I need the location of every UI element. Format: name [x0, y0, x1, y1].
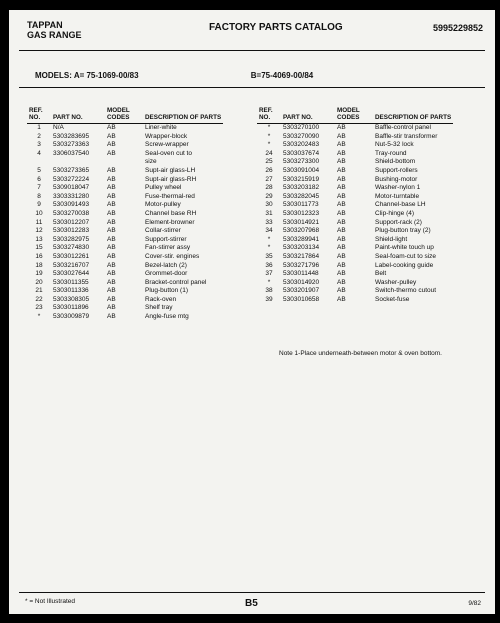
part-number: 5303011355 — [53, 278, 89, 286]
ref-number: 16 — [35, 252, 43, 260]
part-description: Socket-fuse — [375, 295, 410, 303]
table-row — [27, 150, 223, 159]
col-description-header: DESCRIPTION OF PARTS — [373, 107, 453, 124]
model-code: AB — [107, 235, 116, 243]
part-description: Plug-button tray (2) — [375, 227, 431, 235]
ref-number: 13 — [35, 235, 43, 243]
part-number: 5303270100 — [283, 124, 320, 131]
model-code: AB — [337, 244, 346, 252]
part-number: 5303010658 — [283, 295, 320, 303]
part-description: Tray-round — [375, 149, 407, 157]
part-description: Motor-turntable — [375, 192, 420, 200]
ref-number: * — [267, 124, 271, 131]
part-number: 5303273363 — [53, 141, 90, 149]
part-number: 5303014920 — [283, 278, 320, 286]
model-code: AB — [107, 192, 116, 200]
model-code: AB — [107, 304, 116, 312]
ref-number: 8 — [37, 192, 41, 200]
part-number: 5303011336 — [53, 287, 89, 295]
part-description: Shield-bottom — [375, 158, 416, 166]
header-divider — [19, 50, 485, 51]
part-description: Bushing-motor — [375, 175, 418, 183]
model-code: AB — [107, 244, 116, 252]
table-row — [27, 176, 223, 185]
part-number: 5303270090 — [283, 132, 320, 140]
table-row — [27, 124, 223, 133]
ref-number: 11 — [35, 218, 43, 226]
part-number: 5303215919 — [283, 175, 320, 183]
part-description: Switch-thermo cutout — [375, 287, 437, 295]
table-row — [257, 262, 453, 271]
model-code: AB — [107, 149, 116, 157]
model-b: B=75-4069-00/84 — [250, 71, 314, 80]
ref-number: * — [267, 132, 271, 140]
part-number — [51, 158, 105, 167]
part-description: Baffle-stir transformer — [375, 132, 438, 140]
table-row — [257, 201, 453, 210]
part-number: 5303207968 — [283, 227, 320, 235]
part-number: 5303272224 — [53, 175, 90, 183]
models-divider — [19, 87, 485, 88]
table-row — [27, 210, 223, 219]
ref-number: 33 — [265, 218, 273, 226]
ref-number: 24 — [265, 149, 273, 157]
part-number: 5303012207 — [53, 218, 90, 226]
model-code: AB — [337, 252, 346, 260]
part-number: 5303282045 — [283, 192, 320, 200]
part-description: Nut-5-32 lock — [375, 141, 414, 149]
part-description: Fan-stirrer assy — [145, 244, 191, 252]
brand-name: TAPPAN — [27, 20, 63, 30]
ref-number: 29 — [265, 192, 273, 200]
table-row — [257, 279, 453, 288]
part-number: 5303308305 — [53, 295, 90, 303]
model-code: AB — [337, 287, 346, 295]
parts-table-right — [257, 107, 453, 304]
model-code: AB — [337, 227, 346, 235]
part-number: 5303037674 — [283, 149, 320, 157]
table-row — [27, 133, 223, 142]
catalog-page — [9, 10, 495, 614]
part-number: 5303011773 — [283, 201, 319, 209]
table-row — [27, 253, 223, 262]
ref-number: 28 — [265, 184, 273, 192]
page-number: B5 — [245, 598, 258, 609]
installation-note: Note 1-Place underneath-between motor & oven bottom. — [279, 350, 442, 357]
table-row — [27, 313, 223, 322]
part-description: Rack-oven — [145, 295, 177, 303]
part-description: Seal-oven cut to — [145, 149, 192, 157]
model-code: AB — [107, 124, 116, 131]
col-model-header: MODEL CODES — [105, 107, 143, 124]
model-code: AB — [107, 141, 116, 149]
table-row — [27, 279, 223, 288]
table-row — [27, 219, 223, 228]
footer-divider — [19, 592, 485, 593]
table-row — [257, 244, 453, 253]
ref-number: 23 — [35, 304, 43, 312]
ref-number: 10 — [35, 209, 43, 217]
part-number: 5303009879 — [53, 313, 90, 321]
ref-number: 26 — [265, 166, 273, 174]
table-row — [257, 158, 453, 167]
model-code: AB — [337, 158, 346, 166]
model-code: AB — [107, 261, 116, 269]
table-row — [257, 133, 453, 142]
part-description: Bracket-control panel — [145, 278, 207, 286]
model-code: AB — [107, 313, 116, 321]
ref-number: 39 — [265, 295, 273, 303]
table-row — [257, 227, 453, 236]
part-description: Washer-nylon 1 — [375, 184, 421, 192]
table-row — [27, 270, 223, 279]
ref-number: 6 — [37, 175, 41, 183]
brand-block — [27, 20, 82, 40]
model-code: AB — [107, 295, 116, 303]
part-number: 5303091004 — [283, 166, 320, 174]
part-description: Supt-air glass-RH — [145, 175, 197, 183]
table-row — [257, 253, 453, 262]
ref-number: 3 — [37, 141, 41, 149]
part-number: 5303273300 — [283, 158, 320, 166]
part-number: 5303203134 — [283, 244, 320, 252]
ref-number: * — [267, 235, 271, 243]
model-code: AB — [107, 287, 116, 295]
model-code: AB — [337, 201, 346, 209]
model-code: AB — [337, 295, 346, 303]
ref-number: 19 — [35, 270, 43, 278]
ref-number: 27 — [265, 175, 273, 183]
model-code: AB — [107, 278, 116, 286]
model-code: AB — [337, 175, 346, 183]
table-row — [27, 236, 223, 245]
part-number: 5303202483 — [283, 141, 320, 149]
table-header-row — [257, 107, 453, 124]
model-code: AB — [337, 166, 346, 174]
ref-number: 34 — [265, 227, 273, 235]
table-row — [257, 167, 453, 176]
part-description: Paint-white touch up — [375, 244, 434, 252]
part-description: size — [145, 158, 157, 166]
part-description: Channel-base LH — [375, 201, 426, 209]
part-number: 5303201907 — [283, 287, 320, 295]
model-code: AB — [107, 270, 116, 278]
table-row — [257, 287, 453, 296]
table-row — [27, 141, 223, 150]
part-description: Shield-light — [375, 235, 408, 243]
model-code: AB — [107, 218, 116, 226]
ref-number: 30 — [265, 201, 273, 209]
ref-number: 25 — [265, 158, 273, 166]
table-row — [27, 296, 223, 305]
part-description: Pulley wheel — [145, 184, 182, 192]
model-a: MODELS: A= 75-1069-00/83 — [35, 71, 139, 80]
ref-number: 18 — [35, 261, 43, 269]
part-number: 5303274830 — [53, 244, 90, 252]
table-row — [257, 236, 453, 245]
part-number: N/A — [53, 124, 64, 131]
model-code: AB — [337, 149, 346, 157]
part-number: 5303203182 — [283, 184, 320, 192]
parts-table-left — [27, 107, 223, 322]
part-description: Support-stirrer — [145, 235, 187, 243]
ref-number: 37 — [265, 270, 273, 278]
part-description: Support-rollers — [375, 166, 418, 174]
ref-number: 7 — [37, 184, 41, 192]
table-row — [257, 141, 453, 150]
col-ref-header: REF. NO. — [257, 107, 281, 124]
table-row — [27, 262, 223, 271]
model-code: AB — [337, 278, 346, 286]
part-description: Baffle-control panel — [375, 124, 431, 131]
part-description: Label-cooking guide — [375, 261, 434, 269]
table-row — [257, 176, 453, 185]
part-description: Washer-pulley — [375, 278, 417, 286]
model-code: AB — [337, 270, 346, 278]
table-row — [27, 201, 223, 210]
part-description: Belt — [375, 270, 387, 278]
table-row — [27, 244, 223, 253]
ref-number: 35 — [265, 252, 273, 260]
table-row — [257, 184, 453, 193]
part-description: Channel base RH — [145, 209, 197, 217]
model-code: AB — [107, 252, 116, 260]
part-description: Collar-stirrer — [145, 227, 181, 235]
model-code: AB — [107, 201, 116, 209]
part-description: Angle-fuse mtg — [145, 313, 189, 321]
model-code: AB — [337, 261, 346, 269]
part-number: 5303091493 — [53, 201, 90, 209]
part-number: 5303282975 — [53, 235, 90, 243]
table-row — [257, 210, 453, 219]
footnote: * = Not Illustrated — [25, 598, 76, 605]
part-description: Wrapper-block — [145, 132, 188, 140]
part-description: Fuse-thermal-red — [145, 192, 195, 200]
ref-number: 36 — [265, 261, 273, 269]
ref-number: 22 — [35, 295, 43, 303]
table-header-row — [27, 107, 223, 124]
col-part-header: PART NO. — [51, 107, 105, 124]
model-code: AB — [107, 132, 116, 140]
table-row — [27, 304, 223, 313]
part-number: 5303217864 — [283, 252, 320, 260]
model-code: AB — [337, 192, 346, 200]
part-number: 5303012283 — [53, 227, 90, 235]
parts-list-left — [27, 124, 223, 322]
part-description: Element-browner — [145, 218, 195, 226]
col-model-header: MODEL CODES — [335, 107, 373, 124]
part-number: 5303273365 — [53, 166, 90, 174]
table-row — [257, 270, 453, 279]
part-number: 5303011448 — [283, 270, 319, 278]
col-part-header: PART NO. — [281, 107, 335, 124]
part-number: 5309018047 — [53, 184, 90, 192]
ref-number: * — [267, 278, 271, 286]
model-code: AB — [107, 227, 116, 235]
model-code: AB — [337, 141, 346, 149]
model-code: AB — [107, 175, 116, 183]
part-description: Cover-stir. engines — [145, 252, 200, 260]
part-number: 5303011896 — [53, 304, 89, 312]
part-description: Clip-hinge (4) — [375, 209, 415, 217]
table-row — [27, 158, 223, 167]
part-number: 5303289941 — [283, 235, 320, 243]
col-description-header: DESCRIPTION OF PARTS — [143, 107, 223, 124]
part-number: 5303012323 — [283, 209, 320, 217]
table-row — [27, 193, 223, 202]
part-description: Motor-pulley — [145, 201, 181, 209]
product-type: GAS RANGE — [27, 30, 82, 40]
table-row — [257, 296, 453, 305]
table-row — [27, 184, 223, 193]
document-number: 5995229852 — [432, 23, 483, 33]
model-code: AB — [107, 166, 116, 174]
catalog-title: FACTORY PARTS CATALOG — [209, 22, 343, 33]
ref-number: 9 — [37, 201, 41, 209]
parts-list-right — [257, 124, 453, 305]
models-line — [35, 71, 423, 80]
part-description: Supt-air glass-LH — [145, 166, 196, 174]
table-row — [27, 287, 223, 296]
ref-number — [27, 158, 51, 167]
model-code — [105, 158, 143, 167]
ref-number: 20 — [35, 278, 43, 286]
part-number: 5303014921 — [283, 218, 320, 226]
ref-number: * — [267, 141, 271, 149]
model-code: AB — [337, 235, 346, 243]
part-description: Grommet-door — [145, 270, 188, 278]
model-code: AB — [337, 132, 346, 140]
model-code: AB — [107, 184, 116, 192]
part-number: 3306037540 — [53, 149, 90, 157]
part-number: 5303271796 — [283, 261, 320, 269]
table-row — [257, 219, 453, 228]
table-row — [27, 167, 223, 176]
ref-number: * — [37, 313, 41, 321]
ref-number: 2 — [37, 132, 41, 140]
revision-date: 9/82 — [468, 600, 481, 607]
model-code: AB — [337, 209, 346, 217]
part-description: Liner-white — [145, 124, 177, 131]
model-code: AB — [337, 124, 346, 131]
model-code: AB — [337, 218, 346, 226]
ref-number: 1 — [37, 124, 41, 131]
part-number: 5303270038 — [53, 209, 90, 217]
ref-number: 4 — [37, 149, 41, 157]
part-description: Screw-wrapper — [145, 141, 189, 149]
part-description: Support-rack (2) — [375, 218, 422, 226]
ref-number: 31 — [265, 209, 273, 217]
part-number: 5303012261 — [53, 252, 90, 260]
part-description: Plug-button (1) — [145, 287, 188, 295]
part-description: Seal-foam-cut to size — [375, 252, 437, 260]
ref-number: * — [267, 244, 271, 252]
part-number: 5303027644 — [53, 270, 90, 278]
ref-number: 15 — [35, 244, 43, 252]
part-description: Shelf tray — [145, 304, 173, 312]
ref-number: 38 — [265, 287, 273, 295]
table-row — [257, 150, 453, 159]
model-code: AB — [107, 209, 116, 217]
table-row — [257, 124, 453, 133]
ref-number: 12 — [35, 227, 43, 235]
part-description: Bezel-latch (2) — [145, 261, 187, 269]
col-ref-header: REF. NO. — [27, 107, 51, 124]
ref-number: 21 — [35, 287, 43, 295]
ref-number: 5 — [37, 166, 41, 174]
table-row — [27, 227, 223, 236]
model-code: AB — [337, 184, 346, 192]
table-row — [257, 193, 453, 202]
part-number: 5303283695 — [53, 132, 90, 140]
part-number: 3303331280 — [53, 192, 90, 200]
part-number: 5303216707 — [53, 261, 90, 269]
